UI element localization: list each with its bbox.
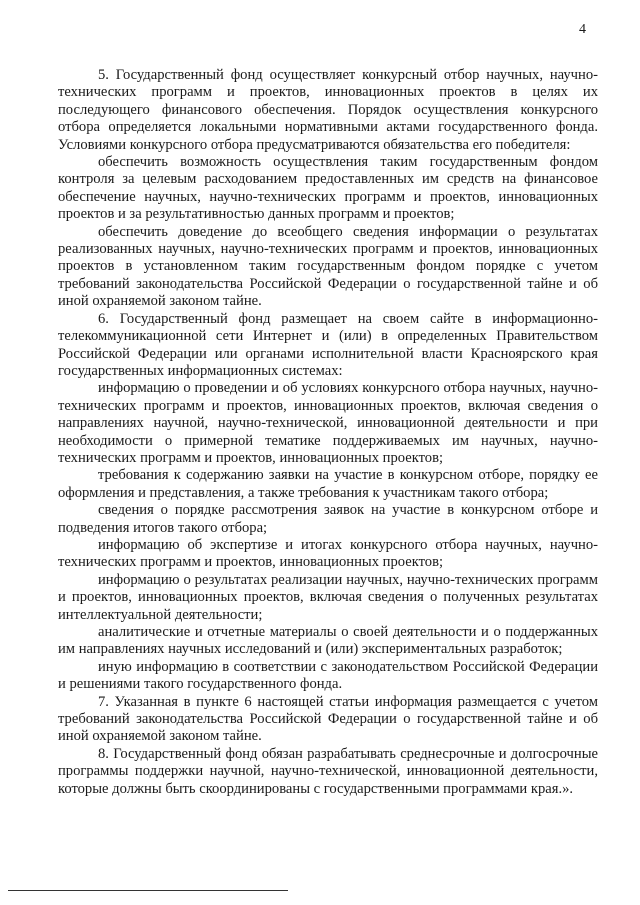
paragraph-7: 7. Указанная в пункте 6 настоящей статьи информация размещается с учетом требований законодательства Российской Федерации о государственной тайне и об иной охраняемой законом тайне. [58,693,598,745]
paragraph-6-item-analytics: аналитические и отчетные материалы о своей деятельности и о поддержанных им направлениях научных исследований и (или) экспериментальных разработок; [58,624,598,658]
paragraph-5: 5. Государственный фонд осуществляет конкурсный отбор научных, научно-технических программ и проектов, инновационных проектов в целях их последующего финансового обеспечения. Порядок осуществления конкурсного отбора определяется локальными нормативными актами государственного фонда. Условиями конкурсного отбора предусматриваются обязательства его победителя: [58,67,598,153]
paragraph-6: 6. Государственный фонд размещает на своем сайте в информационно-телекоммуникационной сети Интернет и (или) в определенных Правительством Российской Федерации или органами исполнительной власти Красноярского края государственных информационных системах: [58,310,598,379]
paragraph-6-item-implementation-results: информацию о результатах реализации научных, научно-технических программ и проектов, инновационных проектов, включая сведения о полученных результатах интеллектуальной деятельности; [58,571,598,623]
footer-divider [8,890,288,891]
paragraph-8: 8. Государственный фонд обязан разрабатывать среднесрочные и долгосрочные программы поддержки научной, научно-технической, инновационной деятельности, которые должны быть скоординированы с государственными программами края.». [58,745,598,797]
paragraph-6-item-expertise-results: информацию об экспертизе и итогах конкурсного отбора научных, научно-технических программ и проектов, инновационных проектов; [58,536,598,571]
document-body [58,67,598,798]
paragraph-5-obligation-publication: обеспечить доведение до всеобщего сведения информации о результатах реализованных научных, научно-технических программ и проектов, инновационных проектов в установленном таким государственным фондом порядке с учетом требований законодательства Российской Федерации о государственной тайне и об иной охраняемой законом тайне. [58,223,598,310]
paragraph-6-item-contest-info: информацию о проведении и об условиях конкурсного отбора научных, научно-технических программ и проектов, инновационных проектов, включая сведения о направлениях научной, научно-технической, инновационной деятельности и при необходимости о примерной тематике поддерживаемых им научных, научно-технических программ и проектов, инновационных проектов; [58,380,598,466]
paragraph-5-obligation-control: обеспечить возможность осуществления таким государственным фондом контроля за целевым расходованием предоставленных им средств на финансовое обеспечение научных, научно-технических программ и проектов, инновационных проектов и за результативностью данных программ и проектов; [58,154,598,223]
paragraph-6-item-review-procedure: сведения о порядке рассмотрения заявок на участие в конкурсном отборе и подведения итогов такого отбора; [58,502,598,536]
page-number: 4 [579,22,586,37]
paragraph-6-item-other-info: иную информацию в соответствии с законодательством Российской Федерации и решениями такого государственного фонда. [58,658,598,693]
paragraph-6-item-application-requirements: требования к содержанию заявки на участие в конкурсном отборе, порядку ее оформления и представления, а также требования к участникам такого отбора; [58,467,598,501]
